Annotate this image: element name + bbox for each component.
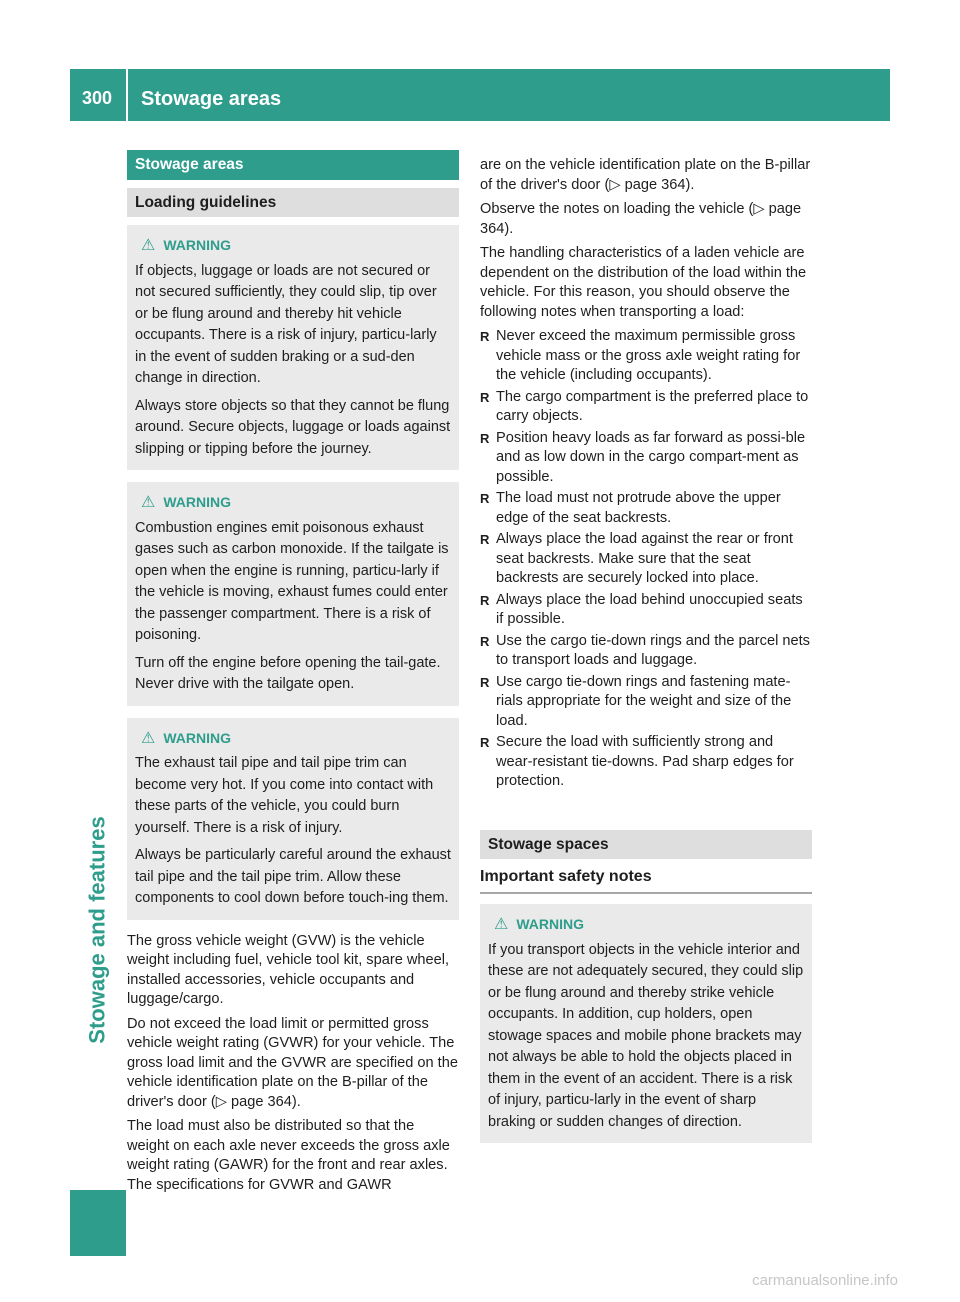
section-title: Stowage areas: [127, 150, 459, 180]
warning-label: WARNING: [516, 916, 585, 932]
warning-box: [480, 904, 812, 1143]
warning-box: [127, 225, 459, 470]
warning-text: Combustion engines emit poisonous exhaust gases such as carbon monoxide. If the tailgate is open when the engine is running, particu-larly if the vehicle is moving, exhaust fumes could enter the passenger compartment. There is a risk of poisoning.: [135, 519, 449, 643]
warning-text: The exhaust tail pipe and tail pipe trim can become very hot. If you come into contact with these parts of the vehicle, you could burn yourself. There is a risk of injury.: [135, 755, 434, 836]
side-chapter-marker: [70, 1190, 126, 1256]
section-heading: Important safety notes: [480, 867, 812, 895]
warning-triangle-icon: ⚠: [141, 729, 156, 747]
watermark: carmanualsonline.info: [752, 1272, 898, 1289]
list-item: R The load must not protrude above the upper edge of the seat backrests.: [480, 489, 812, 528]
warning-text: Always store objects so that they cannot be flung around. Secure objects, luggage or loads against slipping or tipping before the journey.: [135, 397, 451, 457]
side-chapter-label: [80, 780, 116, 1080]
list-item: R The cargo compartment is the preferred place to carry objects.: [480, 388, 812, 427]
warning-triangle-icon: ⚠: [494, 916, 509, 933]
page-number: 300: [82, 88, 113, 108]
list-item: R Secure the load with sufficiently strong and wear-resistant tie-downs. Pad sharp edges for protection.: [480, 733, 812, 792]
warning-header: [488, 914, 804, 936]
warning-label: WARNING: [163, 729, 232, 746]
body-paragraph: Observe the notes on loading the vehicle (▷ page 364).: [480, 201, 802, 237]
right-column: [480, 156, 812, 1155]
left-column: [127, 150, 459, 1200]
warning-text: Always be particularly careful around the exhaust tail pipe and the tail pipe trim. Allow these components to cool down before touch-ing them.: [135, 847, 451, 906]
body-paragraph: are on the vehicle identification plate on the B-pillar of the driver's door (▷ page 364).: [480, 157, 811, 193]
subsection-title: Stowage spaces: [480, 830, 812, 859]
list-item: R Never exceed the maximum permissible gross vehicle mass or the gross axle weight rating for the vehicle (including occupants).: [480, 327, 812, 386]
side-chapter-text: Stowage and features: [85, 816, 111, 1044]
body-paragraph: The handling characteristics of a laden vehicle are dependent on the distribution of the load within the vehicle. For this reason, you should observe the following notes when transporting a load:: [480, 245, 807, 320]
warning-triangle-icon: ⚠: [141, 494, 156, 511]
list-item: R Always place the load against the rear or front seat backrests. Make sure that the seat backrests are securely locked into place.: [480, 530, 812, 589]
warning-text: Turn off the engine before opening the tail-gate. Never drive with the tailgate open.: [135, 654, 441, 692]
warning-triangle-icon: ⚠: [141, 237, 156, 254]
warning-text: If you transport objects in the vehicle interior and these are not adequately secured, they could slip or be flung around and thereby strike vehicle occupants. In addition, cup holders, open stowage spaces and mobile phone brackets may not always be able to hold the objects placed in them in the event of an accident. There is a risk of injury, particu-larly in the event of sharp braking or sudden changes of direction.: [488, 941, 804, 1130]
page-title: Stowage areas: [141, 88, 282, 110]
loading-notes-list: [480, 327, 812, 792]
warning-header: [135, 235, 451, 257]
warning-box: [127, 718, 459, 920]
warning-box: [127, 482, 459, 706]
warning-header: [135, 728, 451, 750]
subsection-title: Loading guidelines: [127, 188, 459, 217]
body-paragraph: The gross vehicle weight (GVW) is the vehicle weight including fuel, vehicle tool kit, spare wheel, installed accessories, vehicle occupants and luggage/cargo.: [127, 932, 450, 1007]
list-item: R Use cargo tie-down rings and fastening mate-rials appropriate for the weight and size of the load.: [480, 673, 812, 732]
list-item: R Always place the load behind unoccupied seats if possible.: [480, 591, 812, 630]
body-paragraph: Do not exceed the load limit or permitted gross vehicle weight rating (GVWR) for your vehicle. The gross load limit and the GVWR are specified on the vehicle identification plate on the B-pillar of the driver's door (▷ page 364).: [127, 1015, 458, 1110]
body-paragraph: The load must also be distributed so that the weight on each axle never exceeds the gross axle weight rating (GAWR) for the front and rear axles. The specifications for GVWR and GAWR: [127, 1118, 450, 1193]
warning-header: [135, 492, 451, 514]
warning-label: WARNING: [163, 494, 232, 510]
header-divider: [126, 69, 128, 121]
warning-label: WARNING: [163, 237, 232, 253]
list-item: R Use the cargo tie-down rings and the parcel nets to transport loads and luggage.: [480, 632, 812, 671]
list-item: R Position heavy loads as far forward as possi-ble and as low down in the cargo compart-ment as possible.: [480, 429, 812, 488]
warning-text: If objects, luggage or loads are not secured or not secured sufficiently, they could slip, tip over or be flung around and thereby hit vehicle occupants. There is a risk of injury, particu-larly in the event of sudden braking or a sud-den change in direction.: [135, 262, 437, 386]
